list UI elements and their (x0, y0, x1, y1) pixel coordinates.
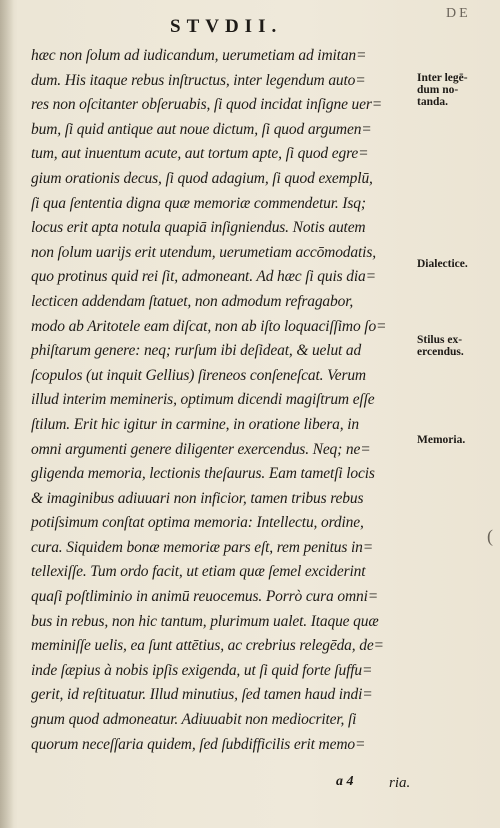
text-line: gium orationis decus, ſi quod adagium, ſi quod exemplū, (31, 169, 373, 187)
margin-note-memoria (417, 434, 465, 446)
text-line: meminiſſe uelis, ea ſunt attētius, ac crebrius relegēda, de= (31, 637, 384, 655)
text-line: omni argumenti genere diligenter exercendus. Neq; ne= (31, 440, 371, 458)
margin-note-line: ercendus. (417, 346, 464, 358)
margin-note-stilus (417, 334, 464, 358)
text-line: non ſolum uarijs erit utendum, uerumetiam accōmodatis, (31, 243, 376, 261)
margin-note-line: tanda. (417, 96, 448, 108)
text-line: ſcopulos (ut inquit Gellius) ſireneos conſeneſcat. Verum (31, 366, 366, 384)
text-line: potiſsimum conſtat optima memoria: Intellectu, ordine, (31, 514, 364, 532)
margin-note-line: Dialectice. (417, 258, 468, 270)
text-line: quorum neceſſaria quidem, ſed ſubdifficilis erit memo= (31, 735, 366, 753)
text-line: res non oſcitanter obſeruabis, ſi quod incidat inſigne uer= (31, 96, 383, 114)
text-line: illud interim memineris, optimum dicendi magiſtrum eſſe (31, 391, 375, 409)
running-title: STVDII. (170, 16, 283, 37)
text-line: & imaginibus adiuuari non inficior, tamen tribus rebus (31, 489, 364, 507)
text-line: tellexiſſe. Tum ordo facit, ut etiam quæ ſemel exciderint (31, 563, 366, 581)
text-line: hæc non ſolum ad iudicandum, uerumetiam ad imitan= (31, 47, 367, 64)
text-line: quo protinus quid rei ſit, admoneant. Ad hæc ſi quis dia= (31, 268, 376, 286)
text-line: ſi qua ſententia digna quæ memoriæ commendetur. Isq; (31, 194, 366, 212)
margin-note-dialectice (417, 258, 468, 270)
text-line: lecticen addendam ſtatuet, non admodum refragabor, (31, 292, 354, 310)
facing-page-fragment: DE (446, 6, 471, 21)
margin-note-line: Inter legē- (417, 72, 468, 84)
main-text-block (31, 44, 413, 757)
text-line: bum, ſi quid antique aut noue dictum, ſi quod argumen= (31, 120, 372, 138)
margin-note-line: dum no- (417, 84, 459, 96)
margin-note-line: Memoria. (417, 434, 466, 446)
text-line: tum, aut inuentum acute, aut tortum apte, ſi quod egre= (31, 145, 369, 163)
spine-shadow (0, 0, 14, 828)
edge-mark: ( (487, 526, 493, 546)
text-line: inde ſæpius à nobis ipſis exigenda, ut ſi quid forte ſuffu= (31, 661, 373, 679)
text-line: bus in rebus, non hic tantum, plurimum ualet. Itaque quæ (31, 612, 379, 630)
text-line: locus erit apta notula quapiā inſigniendus. Notis autem (31, 219, 366, 237)
text-line: quaſi poſtliminio in animū reuocemus. Porrò cura omni= (31, 588, 379, 606)
text-line: ſtilum. Erit hic igitur in carmine, in oratione libera, in (31, 415, 359, 433)
text-line: modo ab Aritotele eam diſcat, non ab iſto loquaciſſimo ſo= (31, 317, 387, 335)
text-line: gligenda memoria, lectionis theſaurus. Eam tametſi locis (31, 465, 375, 483)
text-line: dum. His itaque rebus inſtructus, inter legendum auto= (31, 71, 366, 89)
text-line: cura. Siquidem bonæ memoriæ pars eſt, rem penitus in= (31, 538, 374, 556)
margin-note-inter-legendum (417, 72, 468, 108)
catchword: ria. (389, 775, 411, 791)
margin-note-line: Stilus ex- (417, 334, 463, 346)
text-line: gnum quod admoneatur. Adiuuabit non mediocriter, ſi (31, 711, 357, 729)
signature-mark: a 4 (336, 774, 354, 789)
text-line: gerit, id reſtituatur. Illud minutius, ſed tamen haud indi= (31, 686, 373, 704)
text-line: phiſtarum genere: neq; rurſum ibi deſideat, & uelut ad (31, 342, 362, 360)
